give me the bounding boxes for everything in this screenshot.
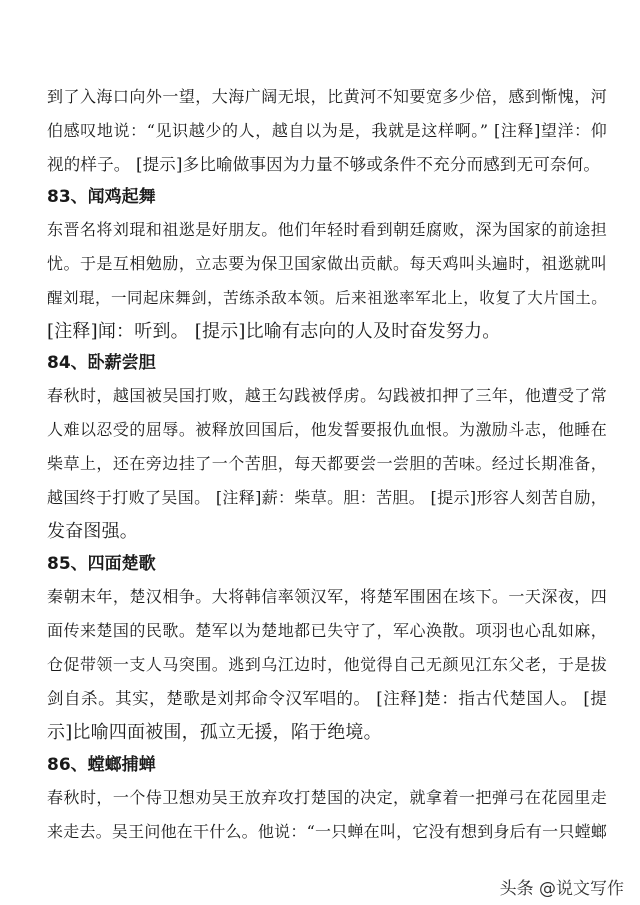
intro-line-1: 到了入海口向外一望，大海广阔无垠，比黄河不知要宽多少倍，感到惭愧，河 [47,87,607,106]
section-85-line-3: 仓促带领一支人马突围。逃到乌江边时，他觉得自己无颜见江东父老，于是拔 [47,655,607,674]
section-heading-84: 84、卧薪尝胆 [47,353,156,373]
section-85-line-4: 剑自杀。其实，楚歌是刘邦命令汉军唱的。 [注释]楚：指古代楚国人。 [提 [47,689,607,708]
section-85-line-5: 示]比喻四面被围，孤立无援，陷于绝境。 [47,722,382,743]
section-heading-85: 85、四面楚歌 [47,554,156,574]
section-85-line-2: 面传来楚国的民歌。楚军以为楚地都已失守了，军心涣散。项羽也心乱如麻， [47,621,607,640]
section-84-line-4: 越国终于打败了吴国。 [注释]薪：柴草。胆：苦胆。 [提示]形容人刻苦自励， [47,488,607,507]
section-84-line-3: 柴草上，还在旁边挂了一个苦胆，每天都要尝一尝胆的苦味。经过长期准备， [47,454,607,473]
section-heading-83: 83、闻鸡起舞 [47,187,156,207]
intro-line-3: 视的样子。 [提示]多比喻做事因为力量不够或条件不充分而感到无可奈何。 [47,155,601,174]
section-83-line-2: 忧。于是互相勉励，立志要为保卫国家做出贡献。每天鸡叫头遍时，祖逖就叫 [47,254,607,273]
section-83-line-3: 醒刘琨，一同起床舞剑，苦练杀敌本领。后来祖逖率军北上，收复了大片国土。 [47,289,607,307]
watermark-text: 头条 @说文写作 [499,879,624,899]
section-84-line-5: 发奋图强。 [47,521,138,542]
section-86-line-1: 春秋时，一个侍卫想劝吴王放弃攻打楚国的决定，就拿着一把弹弓在花园里走 [47,788,607,807]
section-86-line-2: 来走去。吴王问他在干什么。他说：“一只蝉在叫，它没有想到身后有一只螳螂 [47,822,607,841]
section-heading-86: 86、螳螂捕蝉 [47,755,156,775]
section-85-line-1: 秦朝末年，楚汉相争。大将韩信率领汉军，将楚军围困在垓下。一天深夜，四 [47,587,607,606]
section-84-line-1: 春秋时，越国被吴国打败，越王勾践被俘虏。勾践被扣押了三年，他遭受了常 [47,386,607,405]
section-84-line-2: 人难以忍受的屈辱。被释放回国后，他发誓要报仇血恨。为激励斗志，他睡在 [47,420,607,439]
section-83-line-4: [注释]闻：听到。 [提示]比喻有志向的人及时奋发努力。 [47,321,501,342]
intro-line-2: 伯感叹地说：“见识越少的人，越自以为是，我就是这样啊。” [注释]望洋：仰 [47,121,607,140]
section-83-line-1: 东晋名将刘琨和祖逖是好朋友。他们年轻时看到朝廷腐败，深为国家的前途担 [47,220,607,239]
